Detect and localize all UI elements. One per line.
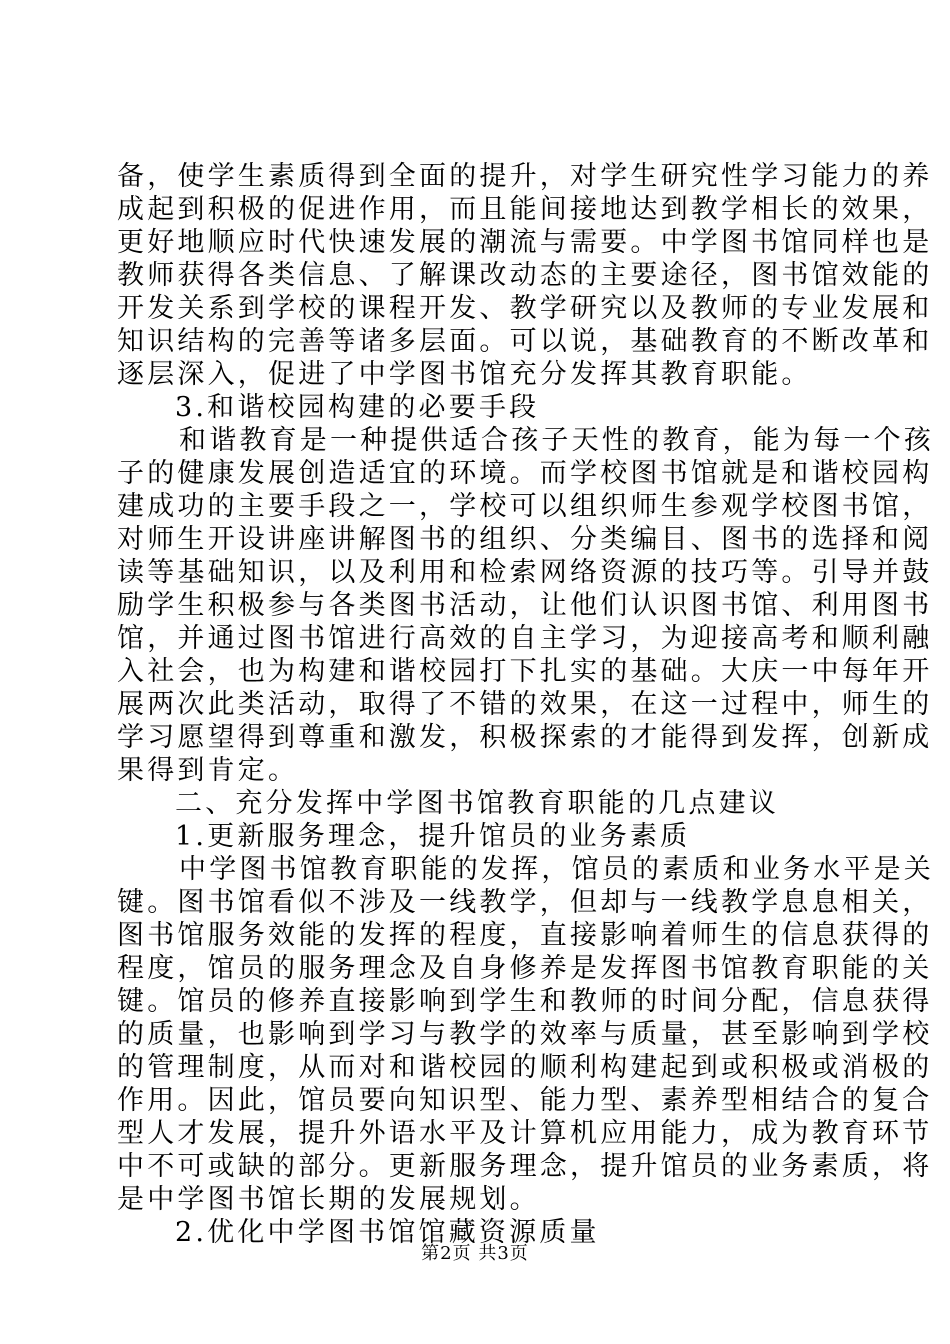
- paragraph-line: 和谐教育是一种提供适合孩子天性的教育，能为每一个孩: [179, 425, 934, 456]
- paragraph-line: 中学图书馆教育职能的发挥，馆员的素质和业务水平是关: [179, 854, 934, 885]
- paragraph-line: 型人才发展，提升外语水平及计算机应用能力，成为教育环节: [117, 1118, 933, 1149]
- paragraph-line: 果得到肯定。: [117, 755, 299, 786]
- paragraph-line: 键。馆员的修养直接影响到学生和教师的时间分配，信息获得: [117, 986, 933, 1017]
- paragraph-line: 中不可或缺的部分。更新服务理念，提升馆员的业务素质，将: [117, 1151, 933, 1182]
- paragraph-line: 知识结构的完善等诸多层面。可以说，基础教育的不断改革和: [117, 326, 933, 357]
- paragraph-line: 建成功的主要手段之一，学校可以组织师生参观学校图书馆，: [117, 491, 933, 522]
- paragraph-line: 作用。因此，馆员要向知识型、能力型、素养型相结合的复合: [117, 1085, 933, 1116]
- paragraph-line: 开发关系到学校的课程开发、教学研究以及教师的专业发展和: [117, 293, 933, 324]
- paragraph-line: 图书馆服务效能的发挥的程度，直接影响着师生的信息获得的: [117, 920, 933, 951]
- paragraph-line: 更好地顺应时代快速发展的潮流与需要。中学图书馆同样也是: [117, 227, 933, 258]
- paragraph-line: 励学生积极参与各类图书活动，让他们认识图书馆、利用图书: [117, 590, 933, 621]
- paragraph-line: 入社会，也为构建和谐校园打下扎实的基础。大庆一中每年开: [117, 656, 933, 687]
- paragraph-line: 教师获得各类信息、了解课改动态的主要途径，图书馆效能的: [117, 260, 933, 291]
- section-heading-line: 2.优化中学图书馆馆藏资源质量: [175, 1217, 600, 1248]
- paragraph-line: 读等基础知识，以及利用和检索网络资源的技巧等。引导并鼓: [117, 557, 933, 588]
- paragraph-line: 学习愿望得到尊重和激发，积极探索的才能得到发挥，创新成: [117, 722, 933, 753]
- paragraph-line: 程度，馆员的服务理念及自身修养是发挥图书馆教育职能的关: [117, 953, 933, 984]
- paragraph-line: 键。图书馆看似不涉及一线教学，但却与一线教学息息相关，: [117, 887, 933, 918]
- paragraph-line: 的质量，也影响到学习与教学的效率与质量，甚至影响到学校: [117, 1019, 933, 1050]
- paragraph-line: 成起到积极的促进作用，而且能间接地达到教学相长的效果，: [117, 194, 933, 225]
- section-heading-line: 二、充分发挥中学图书馆教育职能的几点建议: [175, 788, 779, 819]
- section-heading-line: 3.和谐校园构建的必要手段: [175, 392, 540, 423]
- page-footer: 第2页 共3页: [421, 1243, 529, 1264]
- document-body: [0, 160, 950, 1249]
- paragraph-line: 备，使学生素质得到全面的提升，对学生研究性学习能力的养: [117, 161, 933, 192]
- paragraph-line: 逐层深入，促进了中学图书馆充分发挥其教育职能。: [117, 359, 812, 390]
- paragraph-line: 对师生开设讲座讲解图书的组织、分类编目、图书的选择和阅: [117, 524, 933, 555]
- section-heading-line: 1.更新服务理念，提升馆员的业务素质: [175, 821, 691, 852]
- paragraph-line: 子的健康发展创造适宜的环境。而学校图书馆就是和谐校园构: [117, 458, 933, 489]
- paragraph-line: 的管理制度，从而对和谐校园的顺利构建起到或积极或消极的: [117, 1052, 933, 1083]
- paragraph-line: 是中学图书馆长期的发展规划。: [117, 1184, 540, 1215]
- paragraph-line: 展两次此类活动，取得了不错的效果，在这一过程中，师生的: [117, 689, 933, 720]
- paragraph-line: 馆，并通过图书馆进行高效的自主学习，为迎接高考和顺利融: [117, 623, 933, 654]
